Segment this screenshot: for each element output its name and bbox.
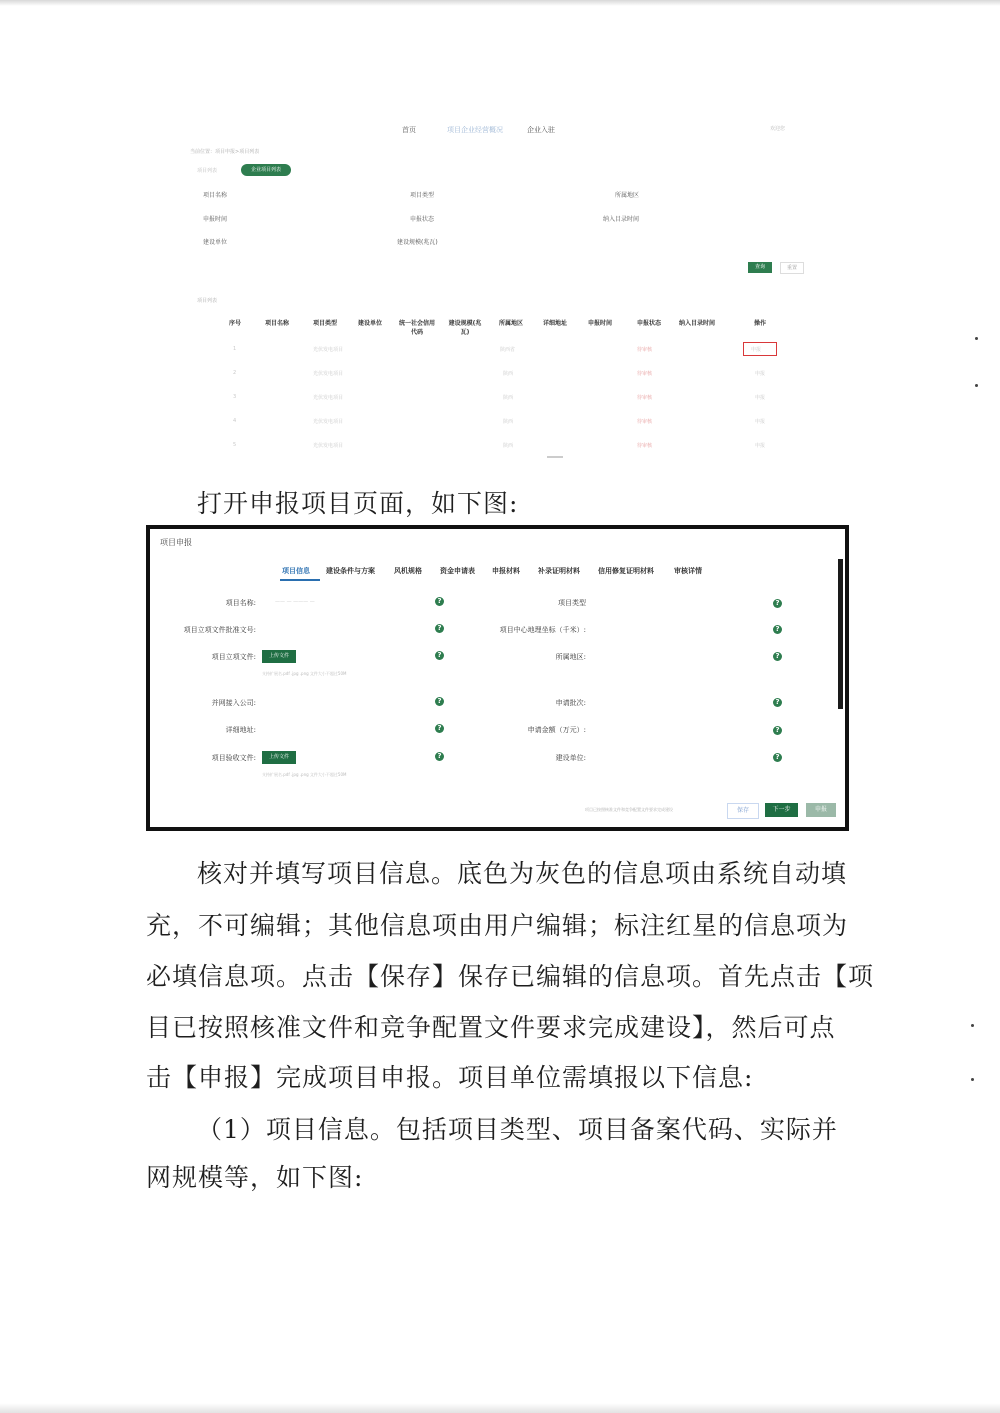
column-header: 统一社会信用代码: [398, 320, 435, 336]
field-label-address: 详细地址:: [225, 726, 256, 734]
paragraph-line: 核对并填写项目信息。底色为灰色的信息项由系统自动填: [197, 859, 848, 888]
paragraph-line: 击【申报】完成项目申报。项目单位需填报以下信息:: [146, 1063, 754, 1092]
row-number: 4: [233, 418, 237, 424]
field-label-amount: 申请金额（万元）:: [527, 726, 586, 734]
list-label: 项目列表: [197, 298, 218, 304]
column-header: 纳入目录时间: [678, 320, 715, 327]
sub-link[interactable]: 项目列表: [197, 168, 218, 174]
help-icon[interactable]: ?: [773, 652, 782, 661]
row-status: 待审核: [637, 347, 653, 353]
column-header: 建设单位: [357, 320, 382, 327]
help-icon[interactable]: ?: [773, 625, 782, 634]
column-header: 申报时间: [587, 320, 612, 327]
field-label-batch: 申请批次:: [555, 699, 586, 707]
row-declare-link[interactable]: 申报: [755, 419, 766, 425]
column-header: 申报状态: [636, 320, 661, 327]
row-number: 2: [233, 370, 237, 376]
upload-approval-file-button[interactable]: 上传文件: [262, 650, 296, 663]
column-header: 详细地址: [542, 320, 567, 327]
row-type: 光伏发电项目: [313, 443, 344, 449]
project-list-screenshot: [185, 110, 825, 470]
column-header: 所属地区: [498, 320, 523, 327]
project-name-value: —— — ——— —: [275, 599, 315, 605]
field-label-region: 所属地区:: [555, 653, 586, 661]
nav-enterprise-entry[interactable]: 企业入驻: [527, 126, 555, 134]
row-status: 待审核: [637, 443, 653, 449]
search-button[interactable]: 查询: [748, 262, 772, 273]
table-row: [185, 370, 825, 380]
scan-speck: [971, 1024, 974, 1027]
field-label-acceptance-file: 项目验收文件:: [211, 754, 256, 762]
welcome-text: 欢迎您: [770, 126, 786, 132]
paragraph-line: 目已按照核准文件和竞争配置文件要求完成建设】，然后可点: [146, 1013, 836, 1042]
row-area: 陕西省: [500, 347, 516, 353]
column-header: 操作: [753, 320, 766, 327]
filter-label: 所属地区: [615, 192, 640, 199]
column-header: 建设规模(兆瓦): [448, 320, 482, 336]
table-row: [185, 442, 825, 452]
paragraph-line: 网规模等，如下图:: [146, 1163, 364, 1192]
tab-bar: [150, 566, 845, 582]
table-row: [185, 394, 825, 404]
page-title: 项目申报: [160, 538, 192, 547]
field-label-coordinates: 项目中心地理坐标（千米）:: [499, 626, 586, 634]
scan-edge-top: [0, 0, 1000, 6]
row-declare-link[interactable]: 申报: [755, 371, 766, 377]
help-icon[interactable]: ?: [435, 597, 444, 606]
tab-construction-plan[interactable]: 建设条件与方案: [326, 567, 375, 575]
row-area: 陕西: [503, 419, 514, 425]
field-label-grid-company: 并网接入公司:: [211, 699, 256, 707]
tab-turbine-spec[interactable]: 风机规格: [394, 567, 422, 575]
help-icon[interactable]: ?: [435, 752, 444, 761]
reset-button[interactable]: 重置: [780, 262, 804, 274]
field-label-project-type: 项目类型: [558, 599, 586, 607]
vertical-scrollbar[interactable]: [838, 559, 843, 709]
filter-label: 项目类型: [410, 192, 435, 199]
table-row: [185, 418, 825, 428]
row-number: 3: [233, 394, 237, 400]
field-label-project-name: 项目名称:: [225, 599, 256, 607]
help-icon[interactable]: ?: [435, 697, 444, 706]
tab-fund-application[interactable]: 资金申请表: [440, 567, 475, 575]
submit-declare-button[interactable]: 申报: [806, 803, 836, 817]
paragraph-line: 充，不可编辑；其他信息项由用户编辑；标注红星的信息项为: [146, 911, 849, 940]
scan-speck: [971, 1078, 974, 1081]
row-status: 待审核: [637, 371, 653, 377]
enterprise-project-list-button[interactable]: 企业项目列表: [241, 164, 291, 176]
help-icon[interactable]: ?: [773, 726, 782, 735]
tab-credit-repair[interactable]: 信用修复证明材料: [598, 567, 654, 575]
table-header: [185, 318, 825, 338]
horizontal-scrollbar[interactable]: [547, 456, 563, 458]
breadcrumb: 当前位置：项目申报>项目列表: [190, 149, 260, 155]
row-declare-link[interactable]: 申报: [755, 395, 766, 401]
field-label-approval-number: 项目立项文件批准文号:: [183, 626, 256, 634]
row-type: 光伏发电项目: [313, 371, 344, 377]
filter-label: 建设单位: [203, 239, 228, 246]
row-number: 5: [233, 442, 237, 448]
column-header: 序号: [228, 320, 241, 327]
tab-review-details[interactable]: 审核详情: [674, 567, 702, 575]
upload-hint: 支持扩展名.pdf .jpg .png 文件大小不超过50M: [262, 671, 347, 676]
upload-acceptance-file-button[interactable]: 上传文件: [262, 751, 296, 764]
help-icon[interactable]: ?: [773, 698, 782, 707]
scan-speck: [975, 337, 978, 340]
paragraph-open-page: 打开申报项目页面，如下图:: [197, 489, 519, 518]
active-tab-underline: [280, 579, 320, 581]
project-declare-screenshot: [146, 525, 849, 831]
row-area: 陕西: [503, 371, 514, 377]
scan-speck: [975, 384, 978, 387]
row-declare-link[interactable]: 申报: [751, 347, 762, 353]
help-icon[interactable]: ?: [773, 753, 782, 762]
row-type: 光伏发电项目: [313, 419, 344, 425]
help-icon[interactable]: ?: [435, 651, 444, 660]
help-icon[interactable]: ?: [435, 724, 444, 733]
row-number: 1: [233, 346, 237, 352]
filter-label: 纳入目录时间: [603, 216, 640, 223]
filter-label: 建设规模(兆瓦): [397, 239, 438, 246]
row-status: 待审核: [637, 419, 653, 425]
row-status: 待审核: [637, 395, 653, 401]
tab-declare-materials[interactable]: 申报材料: [492, 567, 520, 575]
next-step-button[interactable]: 下一步: [765, 803, 798, 817]
column-header: 项目名称: [264, 320, 289, 327]
row-area: 陕西: [503, 395, 514, 401]
row-type: 光伏发电项目: [313, 347, 344, 353]
scan-edge-bottom: [0, 1403, 1000, 1413]
nav-enterprise-overview[interactable]: 项目企业经营概况: [447, 126, 503, 134]
save-button[interactable]: 保存: [727, 803, 759, 819]
column-header: 项目类型: [312, 320, 337, 327]
row-type: 光伏发电项目: [313, 395, 344, 401]
paragraph-line: （1）项目信息。包括项目类型、项目备案代码、实际并: [197, 1115, 838, 1144]
top-nav: [185, 125, 825, 139]
tab-supplementary-proof[interactable]: 补录证明材料: [538, 567, 580, 575]
field-label-approval-file: 项目立项文件:: [211, 653, 256, 661]
row-declare-link[interactable]: 申报: [755, 443, 766, 449]
row-area: 陕西: [503, 443, 514, 449]
nav-home[interactable]: 首页: [402, 126, 416, 134]
filter-label: 申报时间: [203, 216, 228, 223]
paragraph-line: 必填信息项。点击【保存】保存已编辑的信息项。首先点击【项: [146, 962, 875, 991]
field-label-builder: 建设单位:: [555, 754, 586, 762]
table-row: [185, 346, 825, 356]
completion-checkbox-label[interactable]: 项目已按照核准文件和竞争配置文件要求完成建设: [585, 807, 673, 812]
help-icon[interactable]: ?: [773, 599, 782, 608]
filter-label: 项目名称: [203, 192, 228, 199]
filter-label: 申报状态: [410, 216, 435, 223]
tab-project-info[interactable]: 项目信息: [282, 567, 310, 575]
highlight-box: [743, 342, 777, 356]
upload-hint: 支持扩展名.pdf .jpg .png 文件大小不超过50M: [262, 772, 347, 777]
help-icon[interactable]: ?: [435, 624, 444, 633]
